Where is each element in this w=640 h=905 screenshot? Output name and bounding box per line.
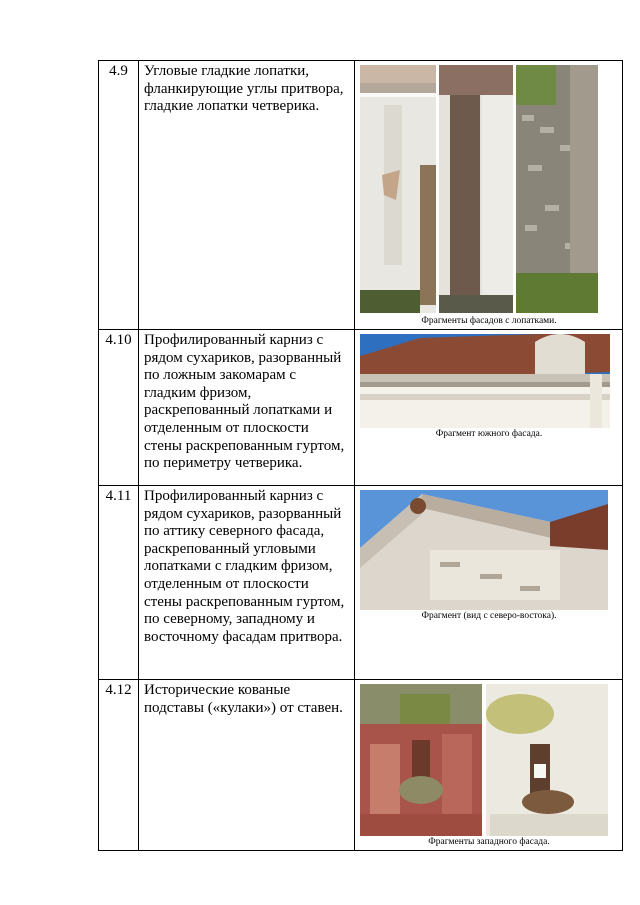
facade-pilasters-photo: [360, 65, 600, 315]
shutter-hooks-photo: [360, 684, 608, 836]
row-number: 4.9: [99, 61, 139, 330]
table-row: [99, 61, 623, 330]
row-photos: [355, 486, 623, 680]
photo-caption: Фрагменты западного фасада.: [428, 837, 550, 847]
row-description: Угловые гладкие лопатки, фланкирующие углы притвора, гладкие лопатки четверика.: [139, 61, 355, 330]
photo-caption: Фрагменты фасадов с лопатками.: [421, 316, 557, 326]
row-description: Исторические кованые подставы («кулаки») от ставен.: [139, 680, 355, 851]
row-description: Профилированный карниз с рядом сухариков, разорванный по ложным закомарам с гладким фризом, раскрепованный лопатками и отделенным от плоскости стены раскрепованным гуртом, по периметру четверика.: [139, 330, 355, 486]
table-row: [99, 486, 623, 680]
row-photos: [355, 680, 623, 851]
row-description: Профилированный карниз с рядом сухариков, разорванный по аттику северного фасада, раскрепованный угловыми лопатками с гладким фризом, отделенным от плоскости стены раскрепованным гуртом, по северному, западному и восточному фасадам притвора.: [139, 486, 355, 680]
photo-caption: Фрагмент (вид с северо-востока).: [421, 611, 557, 621]
row-number: 4.10: [99, 330, 139, 486]
row-number: 4.12: [99, 680, 139, 851]
photo-caption: Фрагмент южного фасада.: [435, 429, 543, 439]
row-photos: [355, 61, 623, 330]
table-row: [99, 680, 623, 851]
northeast-view-photo: [360, 490, 608, 610]
south-facade-photo: [360, 334, 610, 428]
row-number: 4.11: [99, 486, 139, 680]
table-row: [99, 330, 623, 486]
elements-table: [98, 60, 623, 851]
row-photos: [355, 330, 623, 486]
